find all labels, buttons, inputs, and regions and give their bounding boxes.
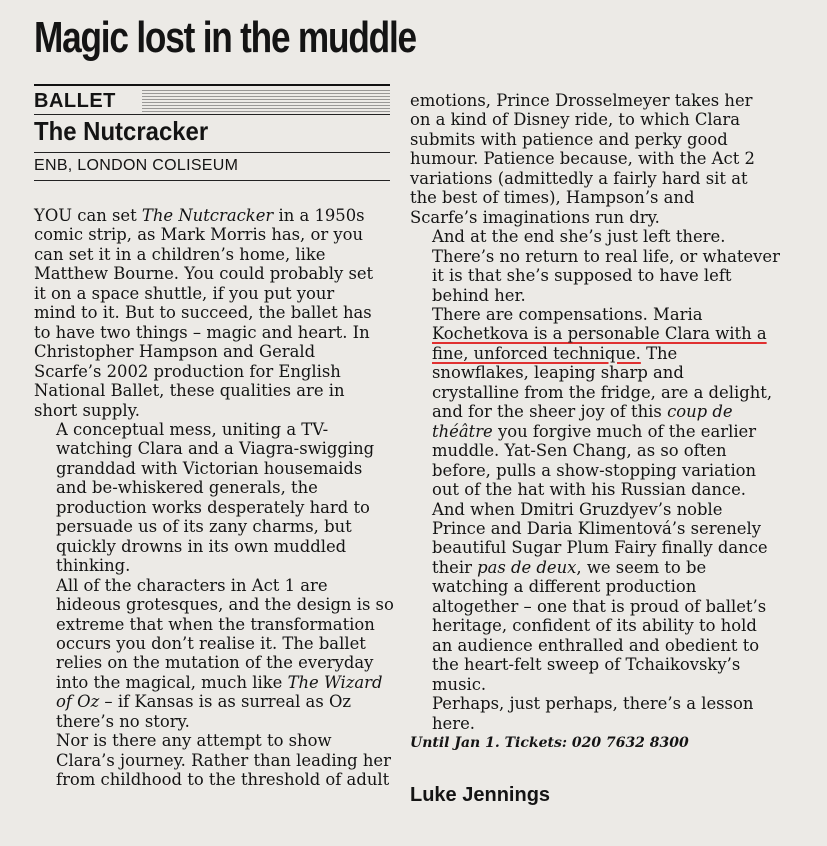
paragraph: [410, 91, 770, 227]
text-line: out of the hat with his Russian dance.: [432, 480, 746, 500]
text-line: the best of times), Hampson’s and: [410, 188, 695, 208]
italic-title: pas de deux: [477, 557, 577, 577]
venue-line: ENB, LONDON COLISEUM: [34, 157, 239, 174]
text-line: before, pulls a show-stopping variation: [432, 460, 757, 480]
text-line: comic strip, as Mark Morris has, or you: [34, 225, 364, 245]
text-line: And at the end she’s just left there.: [432, 227, 726, 247]
text-line: [410, 324, 770, 343]
text-line: fine, unforced technique. The: [432, 343, 678, 363]
text-line: and be-whiskered generals, the: [56, 478, 318, 498]
text-line: music.: [432, 674, 487, 694]
text-line: of Oz – if Kansas is as surreal as Oz: [56, 692, 352, 712]
text-line: Matthew Bourne. You could probably set: [34, 264, 374, 284]
text-line: A conceptual mess, uniting a TV-: [56, 419, 329, 439]
text-line: crystalline from the fridge, are a delight,: [432, 382, 773, 402]
text-line: and for the sheer joy of this coup de: [432, 402, 733, 422]
text-line: granddad with Victorian housemaids: [56, 458, 363, 478]
review-info-box: [34, 84, 390, 180]
section-rule: [34, 114, 390, 115]
paragraph: [34, 420, 394, 576]
text-line: persuade us of its zany charms, but: [56, 517, 352, 537]
text-line: their pas de deux, we seem to be: [432, 557, 707, 577]
paragraph: [34, 576, 394, 732]
body-column-2: [410, 91, 780, 753]
text-line: snowflakes, leaping sharp and: [432, 363, 684, 383]
text-line: All of the characters in Act 1 are: [56, 575, 328, 595]
text-line: can set it in a children’s home, like: [34, 244, 326, 264]
text-line: Nor is there any attempt to show: [56, 731, 332, 751]
text-line: There’s no return to real life, or whatever: [432, 246, 780, 266]
text-line: humour. Patience because, with the Act 2: [410, 149, 755, 169]
text-line: emotions, Prince Drosselmeyer takes her: [410, 91, 753, 110]
section-label: BALLET: [34, 90, 116, 112]
text-line: occurs you don’t realise it. The ballet: [56, 633, 366, 653]
text-line: behind her.: [432, 285, 526, 305]
top-rule: [34, 84, 390, 86]
text-line: Perhaps, just perhaps, there’s a lesson: [432, 694, 754, 714]
paragraph: [34, 206, 394, 420]
text-line: Christopher Hampson and Gerald: [34, 342, 316, 362]
text-line: Prince and Daria Klimentová’s serenely: [432, 518, 762, 538]
text-line: heritage, confident of its ability to hold: [432, 616, 757, 636]
text-line: submits with patience and perky good: [410, 129, 728, 149]
italic-title: coup de: [667, 402, 733, 422]
venue-rule: [34, 180, 390, 181]
text-line: it on a space shuttle, if you put your: [34, 283, 335, 303]
text-line: Scarfe’s imaginations run dry.: [410, 207, 660, 227]
text-line: watching Clara and a Viagra-swigging: [56, 439, 375, 459]
paragraph: [410, 227, 780, 305]
body-column-1: [34, 206, 394, 790]
text-line: on a kind of Disney ride, to which Clara: [410, 110, 741, 130]
text-line: into the magical, much like The Wizard: [56, 672, 383, 692]
pen-underlined-text: fine, unforced technique.: [432, 343, 641, 363]
text-line: extreme that when the transformation: [56, 614, 375, 634]
text-line: to have two things – magic and heart. In: [34, 322, 370, 342]
hatch-band: [142, 90, 390, 112]
text-line: beautiful Sugar Plum Fairy finally dance: [432, 538, 768, 558]
headline: Magic lost in the muddle: [34, 13, 416, 62]
text-line: variations (admittedly a fairly hard sit at: [410, 168, 748, 188]
text-line: short supply.: [34, 400, 140, 420]
paragraph: [410, 500, 770, 695]
italic-title: of Oz: [56, 692, 100, 712]
text-line: there’s no story.: [56, 711, 190, 731]
ticket-credits: Until Jan 1. Tickets: 020 7632 8300: [410, 734, 689, 751]
title-rule: [34, 152, 390, 153]
text-line: from childhood to the threshold of adult: [56, 770, 390, 790]
text-line: relies on the mutation of the everyday: [56, 653, 374, 673]
text-line: mind to it. But to succeed, the ballet has: [34, 303, 372, 323]
pen-underlined-text: Kochetkova is a personable Clara with a: [432, 324, 767, 344]
byline: Luke Jennings: [410, 784, 551, 806]
text-line: quickly drowns in its own muddled: [56, 536, 347, 556]
paragraph: [410, 304, 773, 500]
text-line: Clara’s journey. Rather than leading her: [56, 750, 391, 770]
bleed-through-texture: [560, 0, 820, 80]
text-line: watching a different production: [432, 577, 697, 597]
italic-title: The Nutcracker: [141, 206, 274, 225]
text-line: an audience enthralled and obedient to: [432, 635, 760, 655]
work-title: The Nutcracker: [34, 116, 209, 146]
text-line: it is that she’s supposed to have left: [432, 266, 732, 286]
text-line: YOU can set The Nutcracker in a 1950s: [34, 206, 365, 225]
text-line: théâtre you forgive much of the earlier: [432, 421, 757, 441]
text-line: production works desperately hard to: [56, 497, 370, 517]
paragraph: [410, 694, 770, 733]
italic-title: The Wizard: [287, 672, 383, 692]
text-line: muddle. Yat-Sen Chang, as so often: [432, 441, 727, 461]
paragraph: [34, 731, 394, 789]
text-line: thinking.: [56, 556, 131, 576]
text-line: hideous grotesques, and the design is so: [56, 595, 394, 615]
text-line: altogether – one that is proud of ballet’s: [432, 596, 767, 616]
text-line: And when Dmitri Gruzdyev’s noble: [432, 499, 723, 519]
italic-title: théâtre: [432, 421, 493, 441]
text-line: There are compensations. Maria: [432, 304, 703, 324]
text-line: Scarfe’s 2002 production for English: [34, 361, 341, 381]
text-line: National Ballet, these qualities are in: [34, 381, 345, 401]
text-line: the heart-felt sweep of Tchaikovsky’s: [432, 655, 741, 675]
text-line: here.: [432, 713, 476, 733]
